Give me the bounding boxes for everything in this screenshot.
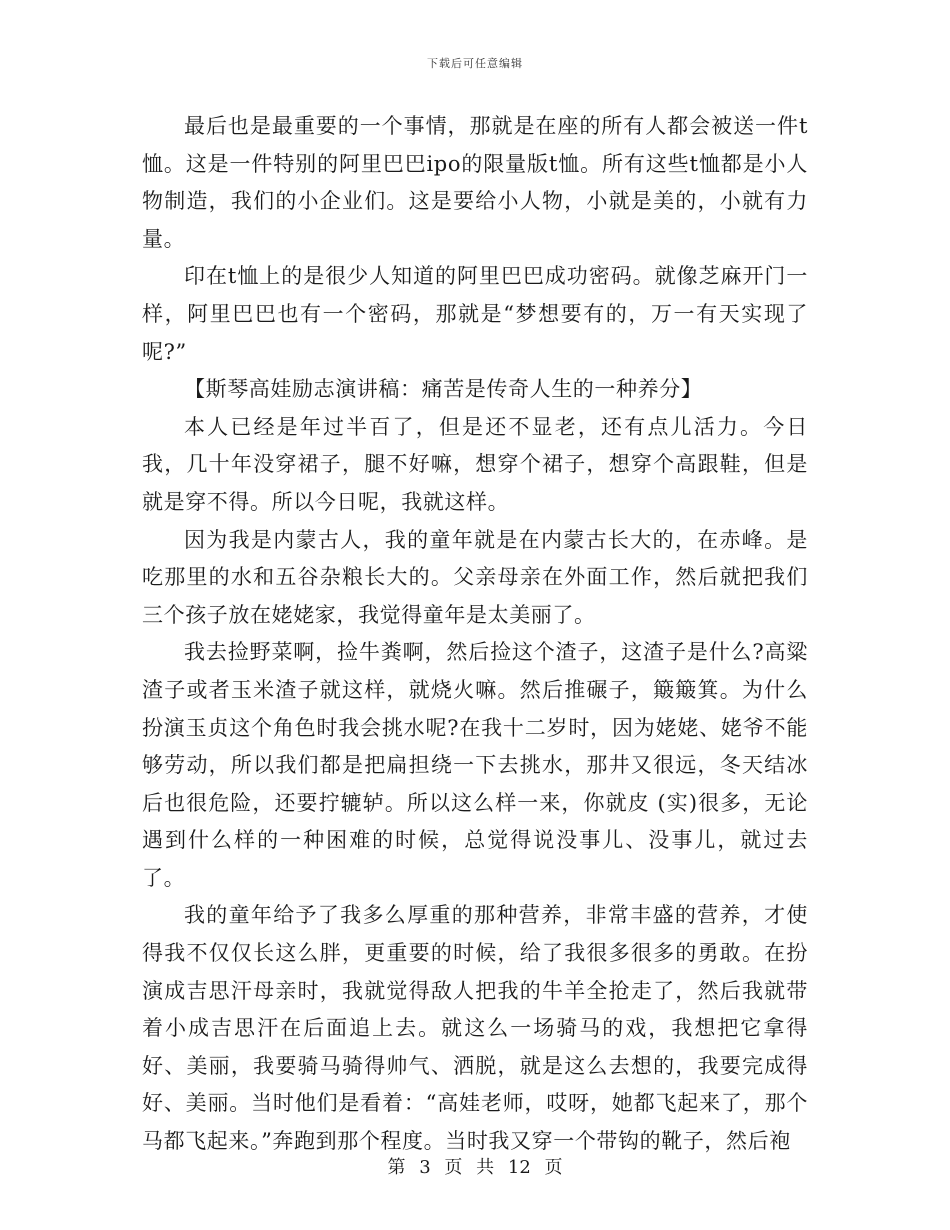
document-body [142,108,808,1161]
paragraph-tshirt-gift: 最后也是最重要的一个事情，那就是在座的所有人都会被送一件t恤。这是一件特别的阿里巴巴ipo的限量版t恤。所有这些t恤都是小人物制造，我们的小企业们。这是要给小人物，小就是美的，小就有力量。 [142,114,808,251]
paragraph-intro: 本人已经是年过半百了，但是还不显老，还有点儿活力。今日我，几十年没穿裙子，腿不好嘛，想穿个裙子，想穿个高跟鞋，但是就是穿不得。所以今日呢，我就这样。 [142,414,808,514]
page-header: 下载后可任意编辑 [427,57,523,70]
paragraph-nourishment: 我的童年给予了我多么厚重的那种营养，非常丰盛的营养，才使得我不仅仅长这么胖，更重要的时候，给了我很多很多的勇敢。在扮演成吉思汗母亲时，我就觉得敌人把我的牛羊全抢走了，然后我就带着小成吉思汗在后面追上去。就这么一场骑马的戏，我想把它拿得好、美丽，我要骑马骑得帅气、洒脱，就是这么去想的，我要完成得好、美丽。当时他们是看着：“高娃老师，哎呀，她都飞起来了，那个马都飞起来。”奔跑到那个程度。当时我又穿一个带钩的靴子，然后袍 [142,903,808,1154]
paragraph-childhood: 因为我是内蒙古人，我的童年就是在内蒙古长大的，在赤峰。是吃那里的水和五谷杂粮长大的。父亲母亲在外面工作，然后就把我们三个孩子放在姥姥家，我觉得童年是太美丽了。 [142,527,808,627]
footer-label-ye: 页 [444,1157,463,1178]
page-footer [0,1153,950,1179]
footer-label-di: 第 [387,1157,406,1178]
footer-label-gong: 共 [476,1157,495,1178]
footer-current-page: 3 [419,1157,431,1178]
section-heading: 【斯琴高娃励志演讲稿：痛苦是传奇人生的一种养分】 [184,377,703,402]
footer-label-ye-end: 页 [544,1157,563,1178]
paragraph-success-code: 印在t恤上的是很少人知道的阿里巴巴成功密码。就像芝麻开门一样，阿里巴巴也有一个密码，那就是“梦想要有的，万一有天实现了呢?” [142,264,808,364]
paragraph-chores: 我去捡野菜啊，捡牛粪啊，然后捡这个渣子，这渣子是什么?高粱渣子或者玉米渣子就这样，就烧火嘛。然后推碾子，簸簸箕。为什么扮演玉贞这个角色时我会挑水呢?在我十二岁时，因为姥姥、姥爷不能够劳动，所以我们都是把扁担绕一下去挑水，那井又很远，冬天结冰后也很危险，还要拧辘轳。所以这么样一来，你就皮 (实)很多，无论遇到什么样的一种困难的时候，总觉得说没事儿、没事儿，就过去了。 [142,640,808,890]
footer-total-pages: 12 [507,1157,531,1178]
